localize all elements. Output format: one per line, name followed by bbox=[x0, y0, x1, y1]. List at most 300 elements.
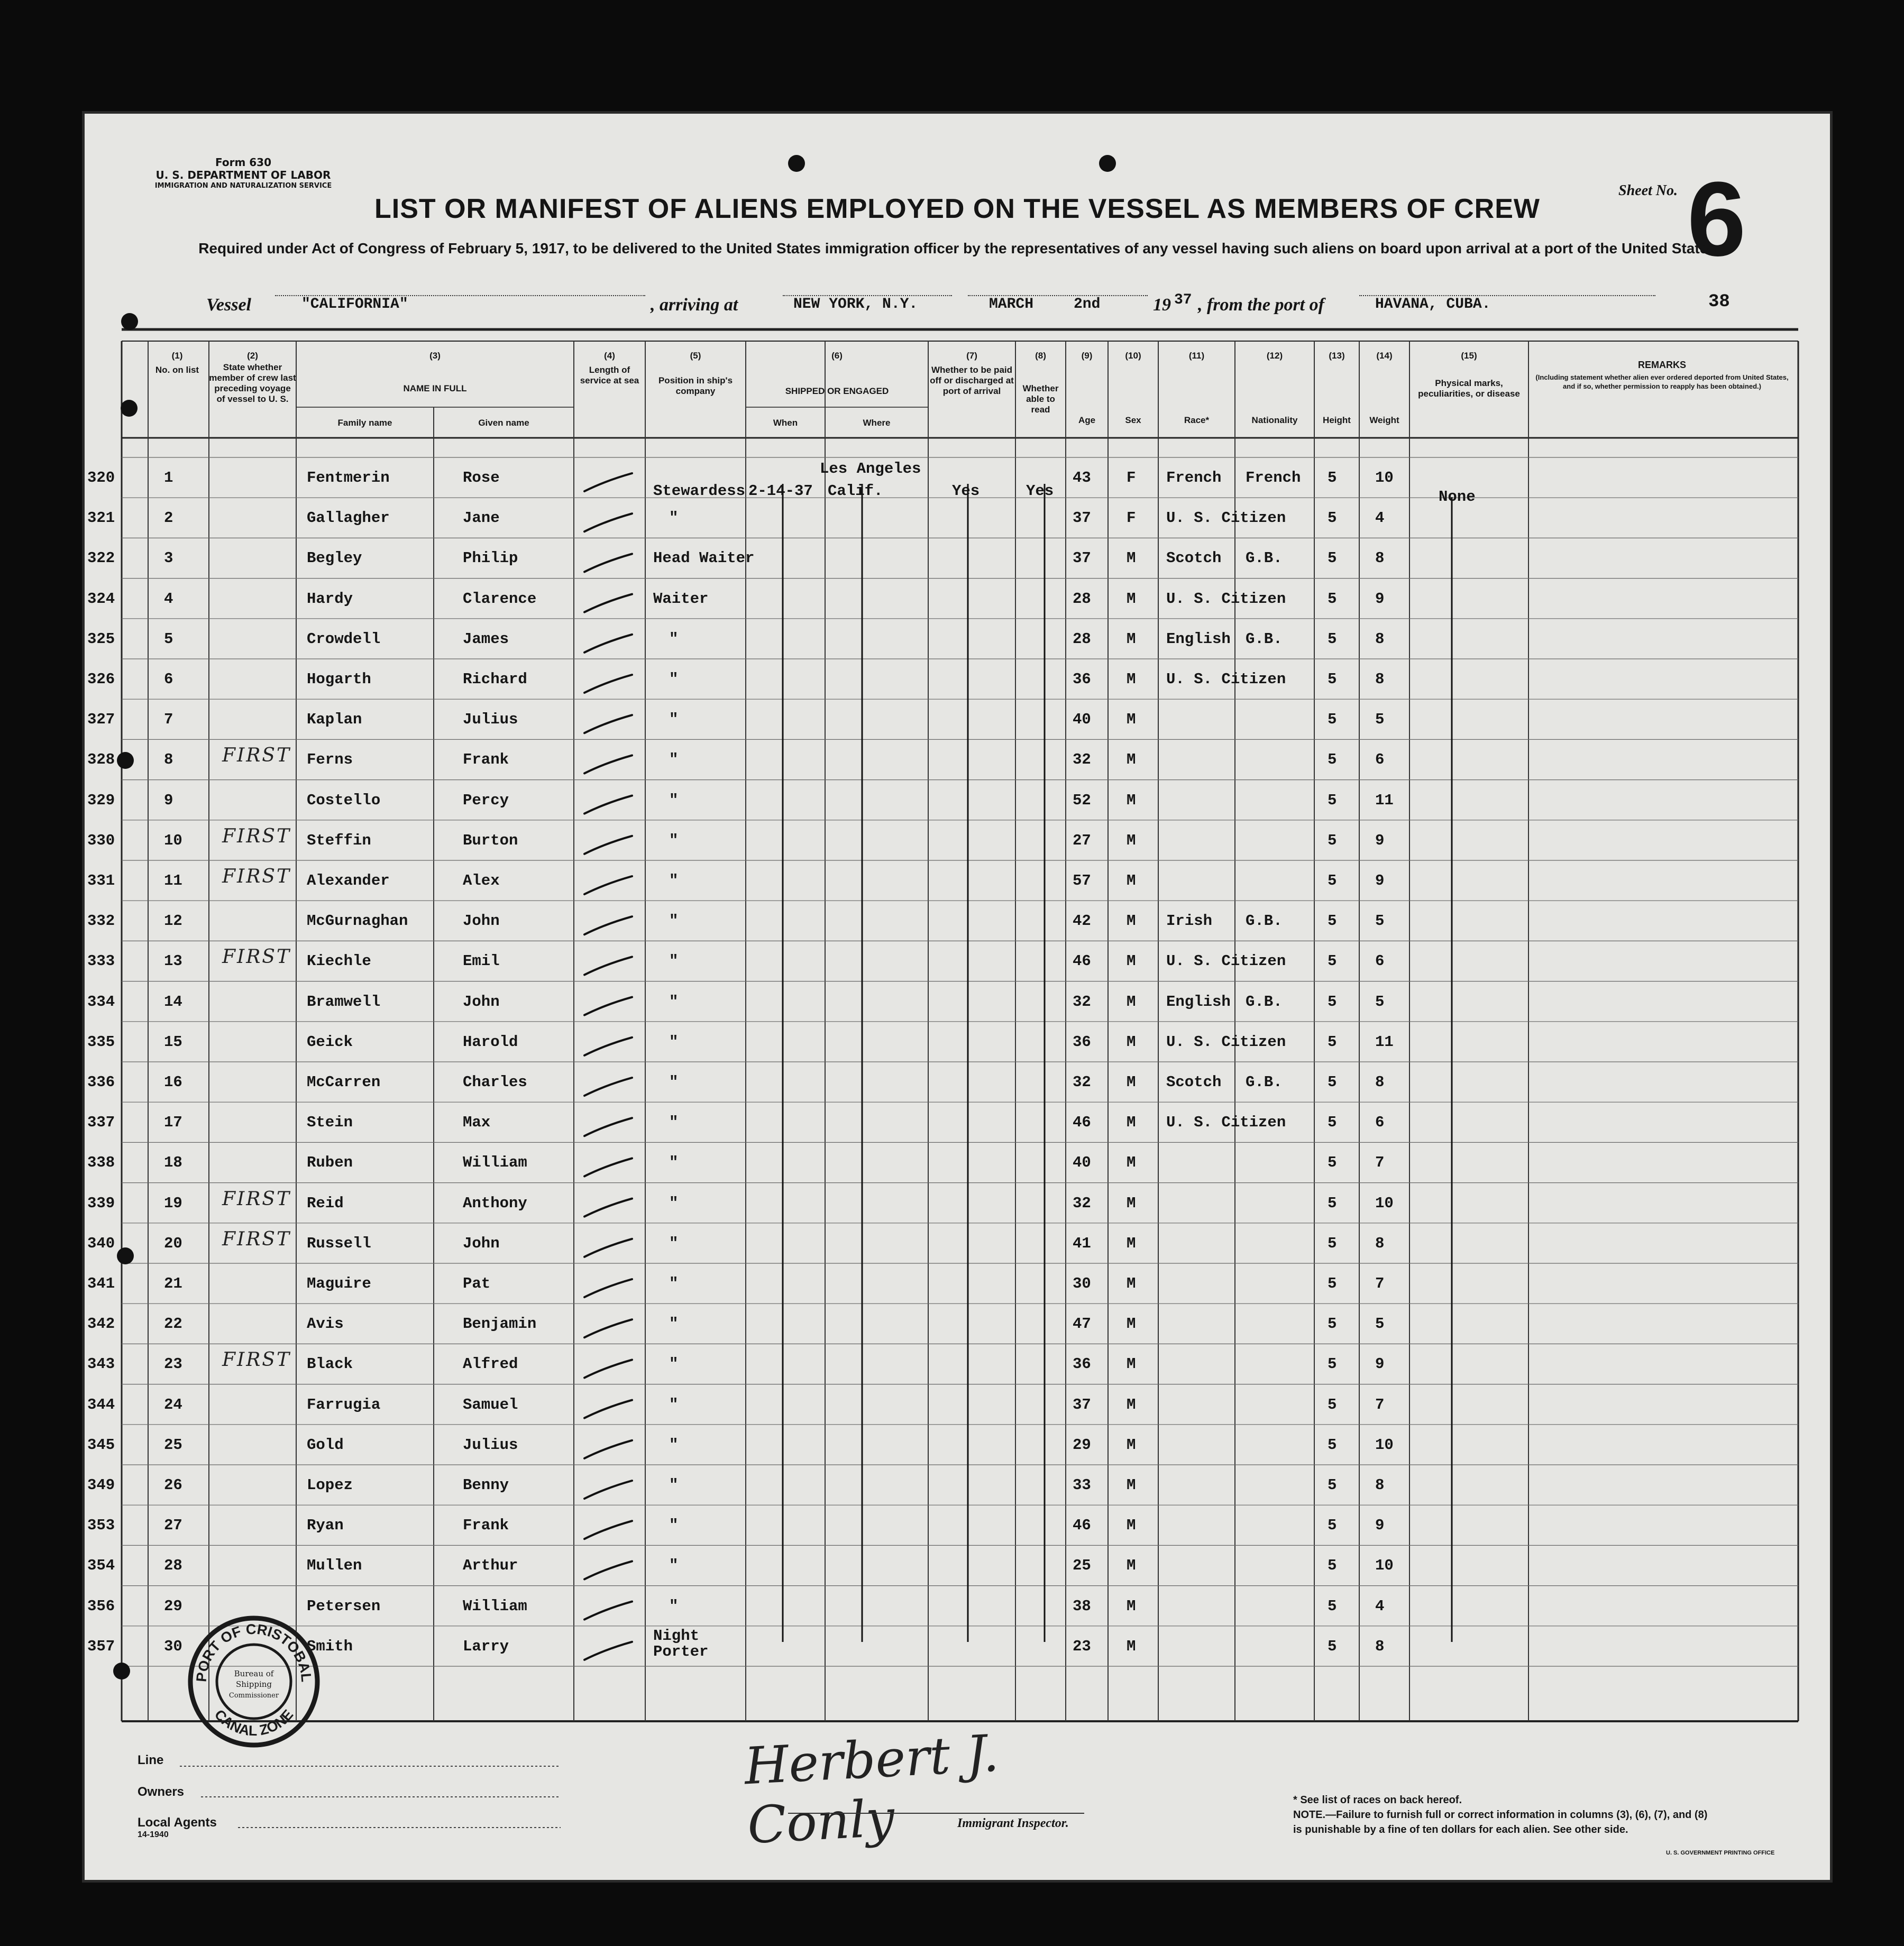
row-given-name: Philip bbox=[463, 549, 518, 567]
col11-number: (11) bbox=[1188, 351, 1205, 361]
row-height: 5 bbox=[1328, 831, 1337, 849]
remarks-note: (Including statement whether alien ever ordered deported from United States, and if so, whether permission to reapply has been obtained.) bbox=[1535, 373, 1789, 390]
col10-number: (10) bbox=[1125, 351, 1141, 361]
row-family-name: Geick bbox=[307, 1033, 353, 1051]
row-nationality: French bbox=[1246, 469, 1301, 486]
col9-number: (9) bbox=[1081, 351, 1093, 361]
row-age: 29 bbox=[1073, 1436, 1091, 1454]
first-row-paid-off: Yes bbox=[952, 482, 980, 500]
row-age: 30 bbox=[1073, 1275, 1091, 1292]
row-family-name: Fentmerin bbox=[307, 469, 390, 486]
owners-label: Owners bbox=[138, 1785, 185, 1799]
arrival-month: MARCH bbox=[989, 296, 1034, 313]
arrival-port: NEW YORK, N.Y. bbox=[793, 296, 918, 313]
row-margin-number: 339 bbox=[87, 1194, 115, 1212]
row-list-number: 12 bbox=[164, 912, 182, 930]
page-number: 38 bbox=[1708, 292, 1730, 312]
row-position: " bbox=[669, 872, 679, 889]
row-age: 32 bbox=[1073, 993, 1091, 1011]
row-list-number: 1 bbox=[164, 469, 173, 486]
row-given-name: Julius bbox=[463, 711, 518, 729]
row-given-name: John bbox=[463, 912, 500, 930]
page-subtitle: Required under Act of Congress of February 5, 1917, to be delivered to the United States immigration officer by the representatives of any vessel having such aliens on board upon arrival at a port of the United States bbox=[198, 240, 1716, 256]
row-sex: M bbox=[1127, 1234, 1136, 1252]
col11-header: Race* bbox=[1184, 415, 1210, 425]
row-height: 5 bbox=[1328, 630, 1337, 648]
row-margin-number: 330 bbox=[87, 831, 115, 849]
row-age: 41 bbox=[1073, 1234, 1091, 1252]
row-given-name: Alfred bbox=[463, 1355, 518, 1373]
row-given-name: William bbox=[463, 1597, 527, 1615]
row-sex: M bbox=[1127, 1557, 1136, 1575]
row-height: 5 bbox=[1328, 1275, 1337, 1292]
row-margin-number: 322 bbox=[87, 549, 115, 567]
row-position: " bbox=[669, 751, 679, 769]
arriving-label: , arriving at bbox=[651, 295, 738, 315]
row-family-name: Lopez bbox=[307, 1476, 353, 1494]
row-weight: 6 bbox=[1375, 751, 1385, 769]
col7-header: Whether to be paid off or discharged at port of arrival bbox=[930, 365, 1014, 396]
row-list-number: 3 bbox=[164, 549, 173, 567]
col8-header: Whether able to read bbox=[1022, 383, 1059, 415]
row-family-name: Gold bbox=[307, 1436, 344, 1454]
row-family-name: Ruben bbox=[307, 1154, 353, 1172]
col6-number: (6) bbox=[831, 351, 843, 361]
row-given-name: Alex bbox=[463, 872, 500, 889]
row-age: 37 bbox=[1073, 1396, 1091, 1413]
row-margin-number: 338 bbox=[87, 1154, 115, 1172]
row-sex: M bbox=[1127, 630, 1136, 648]
from-port: HAVANA, CUBA. bbox=[1375, 296, 1491, 313]
row-height: 5 bbox=[1328, 952, 1337, 970]
row-given-name: Clarence bbox=[463, 590, 537, 608]
row-list-number: 5 bbox=[164, 630, 173, 648]
row-weight: 9 bbox=[1375, 1517, 1385, 1535]
row-list-number: 8 bbox=[164, 751, 173, 769]
col5-number: (5) bbox=[690, 351, 701, 361]
printer-credit: U. S. GOVERNMENT PRINTING OFFICE bbox=[1666, 1850, 1775, 1856]
row-margin-number: 327 bbox=[87, 711, 115, 729]
svg-text:Commissioner: Commissioner bbox=[228, 1692, 279, 1700]
row-weight: 11 bbox=[1375, 791, 1394, 809]
row-height: 5 bbox=[1328, 549, 1337, 567]
first-row-shipped-when: 2-14-37 bbox=[748, 482, 813, 500]
row-sex: M bbox=[1127, 549, 1136, 567]
row-list-number: 11 bbox=[164, 872, 182, 889]
vessel-name: "CALIFORNIA" bbox=[301, 296, 408, 313]
row-position: " bbox=[669, 630, 679, 648]
from-port-label: , from the port of bbox=[1198, 295, 1324, 315]
row-margin-number: 326 bbox=[87, 671, 115, 688]
row-position: Waiter bbox=[653, 590, 709, 608]
row-age: 27 bbox=[1073, 831, 1091, 849]
row-list-number: 23 bbox=[164, 1355, 182, 1373]
row-height: 5 bbox=[1328, 1557, 1337, 1575]
row-family-name: Maguire bbox=[307, 1275, 371, 1292]
row-height: 5 bbox=[1328, 1597, 1337, 1615]
row-prior-voyage-note: FIRST bbox=[222, 1228, 291, 1250]
row-margin-number: 357 bbox=[87, 1637, 115, 1655]
svg-text:Bureau of: Bureau of bbox=[234, 1669, 274, 1678]
first-row-physical-marks: None bbox=[1439, 488, 1476, 506]
row-age: 28 bbox=[1073, 630, 1091, 648]
row-position: Head Waiter bbox=[653, 549, 755, 567]
row-family-name: Steffin bbox=[307, 831, 371, 849]
row-list-number: 25 bbox=[164, 1436, 182, 1454]
row-given-name: John bbox=[463, 993, 500, 1011]
row-given-name: Percy bbox=[463, 791, 509, 809]
row-list-number: 30 bbox=[164, 1637, 182, 1655]
row-family-name: Hogarth bbox=[307, 671, 371, 688]
row-age: 42 bbox=[1073, 912, 1091, 930]
row-list-number: 7 bbox=[164, 711, 173, 729]
row-list-number: 9 bbox=[164, 791, 173, 809]
row-height: 5 bbox=[1328, 993, 1337, 1011]
row-position: " bbox=[669, 509, 679, 527]
row-family-name: Ryan bbox=[307, 1517, 344, 1535]
form-number: Form 630 bbox=[215, 156, 271, 169]
row-margin-number: 334 bbox=[87, 993, 115, 1011]
col6-header: SHIPPED OR ENGAGED bbox=[785, 386, 889, 396]
row-given-name: Julius bbox=[463, 1436, 518, 1454]
row-sex: M bbox=[1127, 831, 1136, 849]
line-label: Line bbox=[138, 1753, 164, 1767]
row-weight: 9 bbox=[1375, 590, 1385, 608]
row-race: U. S. Citizen bbox=[1166, 1033, 1286, 1051]
row-position: " bbox=[669, 1476, 679, 1494]
row-family-name: Stein bbox=[307, 1114, 353, 1132]
port-stamp bbox=[185, 1613, 323, 1750]
row-margin-number: 331 bbox=[87, 872, 115, 889]
col12-number: (12) bbox=[1266, 351, 1283, 361]
row-position: " bbox=[669, 1154, 679, 1172]
form-code: 14-1940 bbox=[138, 1830, 169, 1839]
row-position: " bbox=[669, 1234, 679, 1252]
row-sex: M bbox=[1127, 671, 1136, 688]
row-list-number: 24 bbox=[164, 1396, 182, 1413]
row-given-name: Harold bbox=[463, 1033, 518, 1051]
row-sex: M bbox=[1127, 1114, 1136, 1132]
row-sex: M bbox=[1127, 1436, 1136, 1454]
svg-text:Shipping: Shipping bbox=[236, 1679, 272, 1689]
row-given-name: Charles bbox=[463, 1073, 527, 1091]
row-age: 57 bbox=[1073, 872, 1091, 889]
row-position: " bbox=[669, 1033, 679, 1051]
row-position: " bbox=[669, 1597, 679, 1615]
row-sex: M bbox=[1127, 952, 1136, 970]
row-position: " bbox=[669, 1436, 679, 1454]
row-margin-number: 349 bbox=[87, 1476, 115, 1494]
inspector-title: Immigrant Inspector. bbox=[957, 1816, 1069, 1830]
row-age: 40 bbox=[1073, 1154, 1091, 1172]
row-list-number: 2 bbox=[164, 509, 173, 527]
row-given-name: John bbox=[463, 1234, 500, 1252]
row-race: U. S. Citizen bbox=[1166, 952, 1286, 970]
row-weight: 8 bbox=[1375, 1234, 1385, 1252]
row-age: 36 bbox=[1073, 1355, 1091, 1373]
row-position: " bbox=[669, 1396, 679, 1413]
row-height: 5 bbox=[1328, 1194, 1337, 1212]
remarks-header: REMARKS bbox=[1637, 360, 1686, 370]
row-weight: 8 bbox=[1375, 1073, 1385, 1091]
row-sex: M bbox=[1127, 590, 1136, 608]
row-list-number: 14 bbox=[164, 993, 182, 1011]
row-age: 36 bbox=[1073, 671, 1091, 688]
row-age: 46 bbox=[1073, 952, 1091, 970]
shipped-where-header: Where bbox=[863, 418, 891, 428]
row-family-name: Russell bbox=[307, 1234, 371, 1252]
row-list-number: 4 bbox=[164, 590, 173, 608]
row-race: U. S. Citizen bbox=[1166, 590, 1286, 608]
row-weight: 7 bbox=[1375, 1275, 1385, 1292]
row-margin-number: 343 bbox=[87, 1355, 115, 1373]
first-row-shipped-where: Calif. bbox=[828, 482, 883, 500]
row-family-name: Farrugia bbox=[307, 1396, 381, 1413]
row-height: 5 bbox=[1328, 912, 1337, 930]
row-age: 47 bbox=[1073, 1315, 1091, 1333]
row-given-name: Pat bbox=[463, 1275, 491, 1292]
row-race: U. S. Citizen bbox=[1166, 671, 1286, 688]
row-sex: F bbox=[1127, 509, 1136, 527]
row-height: 5 bbox=[1328, 509, 1337, 527]
row-margin-number: 335 bbox=[87, 1033, 115, 1051]
row-sex: M bbox=[1127, 872, 1136, 889]
row-list-number: 20 bbox=[164, 1234, 182, 1252]
row-family-name: Gallagher bbox=[307, 509, 390, 527]
shipped-when-header: When bbox=[773, 418, 798, 428]
row-race: Irish bbox=[1166, 912, 1213, 930]
row-family-name: Begley bbox=[307, 549, 362, 567]
row-nationality: G.B. bbox=[1246, 993, 1283, 1011]
row-given-name: Emil bbox=[463, 952, 500, 970]
row-margin-number: 325 bbox=[87, 630, 115, 648]
row-family-name: Kaplan bbox=[307, 711, 362, 729]
row-sex: M bbox=[1127, 751, 1136, 769]
row-given-name: Benny bbox=[463, 1476, 509, 1494]
col4-header: Length of service at sea bbox=[580, 365, 639, 385]
races-note: * See list of races on back hereof. bbox=[1293, 1794, 1462, 1806]
row-weight: 8 bbox=[1375, 549, 1385, 567]
row-age: 32 bbox=[1073, 1194, 1091, 1212]
row-height: 5 bbox=[1328, 872, 1337, 889]
row-list-number: 6 bbox=[164, 671, 173, 688]
row-position: " bbox=[669, 711, 679, 729]
row-list-number: 17 bbox=[164, 1114, 182, 1132]
row-height: 5 bbox=[1328, 1315, 1337, 1333]
row-margin-number: 336 bbox=[87, 1073, 115, 1091]
row-margin-number: 321 bbox=[87, 509, 115, 527]
sheet-number: 6 bbox=[1687, 160, 1746, 278]
row-age: 32 bbox=[1073, 1073, 1091, 1091]
svg-text:CANAL ZONE: CANAL ZONE bbox=[211, 1706, 297, 1739]
row-position: " bbox=[669, 791, 679, 809]
row-sex: M bbox=[1127, 1637, 1136, 1655]
row-race: English bbox=[1166, 630, 1231, 648]
col14-number: (14) bbox=[1376, 351, 1393, 361]
row-given-name: James bbox=[463, 630, 509, 648]
row-list-number: 13 bbox=[164, 952, 182, 970]
row-margin-number: 344 bbox=[87, 1396, 115, 1413]
row-age: 33 bbox=[1073, 1476, 1091, 1494]
row-nationality: G.B. bbox=[1246, 912, 1283, 930]
row-age: 28 bbox=[1073, 590, 1091, 608]
row-sex: M bbox=[1127, 711, 1136, 729]
row-weight: 11 bbox=[1375, 1033, 1394, 1051]
row-given-name: Burton bbox=[463, 831, 518, 849]
row-weight: 7 bbox=[1375, 1154, 1385, 1172]
row-age: 25 bbox=[1073, 1557, 1091, 1575]
form-department: U. S. DEPARTMENT OF LABOR bbox=[155, 169, 331, 181]
form-service: IMMIGRATION AND NATURALIZATION SERVICE bbox=[154, 182, 332, 190]
local-agents-label: Local Agents bbox=[138, 1815, 217, 1830]
row-race: French bbox=[1166, 469, 1222, 486]
row-height: 5 bbox=[1328, 1114, 1337, 1132]
row-weight: 10 bbox=[1375, 469, 1394, 486]
row-family-name: Petersen bbox=[307, 1597, 381, 1615]
row-position: Night Porter bbox=[653, 1627, 709, 1660]
row-given-name: William bbox=[463, 1154, 527, 1172]
row-prior-voyage-note: FIRST bbox=[222, 866, 291, 887]
col9-header: Age bbox=[1078, 415, 1096, 425]
row-position: " bbox=[669, 831, 679, 849]
row-prior-voyage-note: FIRST bbox=[222, 1188, 291, 1210]
row-family-name: Alexander bbox=[307, 872, 390, 889]
row-given-name: Max bbox=[463, 1114, 491, 1132]
row-family-name: Bramwell bbox=[307, 993, 381, 1011]
year-suffix: 37 bbox=[1174, 292, 1192, 308]
row-margin-number: 337 bbox=[87, 1114, 115, 1132]
row-position: " bbox=[669, 993, 679, 1011]
row-age: 38 bbox=[1073, 1597, 1091, 1615]
row-margin-number: 324 bbox=[87, 590, 115, 608]
row-race: U. S. Citizen bbox=[1166, 509, 1286, 527]
row-position: " bbox=[669, 1114, 679, 1132]
row-margin-number: 341 bbox=[87, 1275, 115, 1292]
row-family-name: Costello bbox=[307, 791, 381, 809]
row-list-number: 29 bbox=[164, 1597, 182, 1615]
row-position: " bbox=[669, 1355, 679, 1373]
first-row-able-to-read: Yes bbox=[1026, 482, 1054, 500]
row-position: " bbox=[669, 1194, 679, 1212]
row-list-number: 19 bbox=[164, 1194, 182, 1212]
row-position: " bbox=[669, 671, 679, 688]
row-given-name: Richard bbox=[463, 671, 527, 688]
penalty-note: NOTE.—Failure to furnish full or correct information in columns (3), (6), (7), and (8) is punishable by a fine of ten dollars for each alien. See other side. bbox=[1293, 1809, 1708, 1835]
row-position: " bbox=[669, 952, 679, 970]
col14-header: Weight bbox=[1369, 415, 1399, 425]
family-name-header: Family name bbox=[337, 418, 392, 428]
row-weight: 6 bbox=[1375, 1114, 1385, 1132]
col8-number: (8) bbox=[1035, 351, 1046, 361]
row-weight: 5 bbox=[1375, 1315, 1385, 1333]
row-family-name: McCarren bbox=[307, 1073, 381, 1091]
year-prefix: 19 bbox=[1153, 295, 1171, 315]
row-list-number: 18 bbox=[164, 1154, 182, 1172]
row-weight: 8 bbox=[1375, 1637, 1385, 1655]
row-sex: M bbox=[1127, 1597, 1136, 1615]
row-weight: 5 bbox=[1375, 993, 1385, 1011]
row-sex: M bbox=[1127, 1476, 1136, 1494]
stamp-seal-icon bbox=[185, 1613, 323, 1750]
row-height: 5 bbox=[1328, 1517, 1337, 1535]
row-position: " bbox=[669, 1275, 679, 1292]
svg-text:PORT OF CRISTOBAL: PORT OF CRISTOBAL bbox=[193, 1621, 315, 1683]
row-weight: 8 bbox=[1375, 1476, 1385, 1494]
row-given-name: Benjamin bbox=[463, 1315, 537, 1333]
row-list-number: 26 bbox=[164, 1476, 182, 1494]
row-sex: F bbox=[1127, 469, 1136, 486]
sheet-label: Sheet No. bbox=[1618, 182, 1678, 199]
col10-header: Sex bbox=[1125, 415, 1141, 425]
row-age: 46 bbox=[1073, 1517, 1091, 1535]
row-sex: M bbox=[1127, 1315, 1136, 1333]
row-margin-number: 333 bbox=[87, 952, 115, 970]
row-height: 5 bbox=[1328, 469, 1337, 486]
row-family-name: Avis bbox=[307, 1315, 344, 1333]
row-nationality: G.B. bbox=[1246, 630, 1283, 648]
row-given-name: Rose bbox=[463, 469, 500, 486]
col1-number: (1) bbox=[171, 351, 183, 361]
row-age: 23 bbox=[1073, 1637, 1091, 1655]
row-margin-number: 329 bbox=[87, 791, 115, 809]
row-height: 5 bbox=[1328, 1637, 1337, 1655]
row-height: 5 bbox=[1328, 711, 1337, 729]
row-position: " bbox=[669, 1073, 679, 1091]
row-prior-voyage-note: FIRST bbox=[222, 745, 291, 767]
row-height: 5 bbox=[1328, 1234, 1337, 1252]
row-list-number: 15 bbox=[164, 1033, 182, 1051]
row-margin-number: 340 bbox=[87, 1234, 115, 1252]
row-family-name: Ferns bbox=[307, 751, 353, 769]
row-position: " bbox=[669, 1557, 679, 1575]
row-margin-number: 353 bbox=[87, 1517, 115, 1535]
row-weight: 10 bbox=[1375, 1436, 1394, 1454]
row-race: Scotch bbox=[1166, 549, 1222, 567]
col15-number: (15) bbox=[1461, 351, 1477, 361]
row-family-name: Hardy bbox=[307, 590, 353, 608]
first-row-position: Stewardess bbox=[653, 482, 746, 500]
row-sex: M bbox=[1127, 1355, 1136, 1373]
row-family-name: Mullen bbox=[307, 1557, 362, 1575]
row-nationality: G.B. bbox=[1246, 1073, 1283, 1091]
row-nationality: G.B. bbox=[1246, 549, 1283, 567]
row-position: " bbox=[669, 1517, 679, 1535]
row-margin-number: 332 bbox=[87, 912, 115, 930]
row-height: 5 bbox=[1328, 671, 1337, 688]
row-age: 52 bbox=[1073, 791, 1091, 809]
row-prior-voyage-note: FIRST bbox=[222, 946, 291, 968]
row-family-name: McGurnaghan bbox=[307, 912, 408, 930]
col1-header: No. on list bbox=[155, 365, 199, 375]
row-position: " bbox=[669, 912, 679, 930]
row-sex: M bbox=[1127, 1517, 1136, 1535]
signature-text: Herbert J. Conly bbox=[743, 1723, 1001, 1856]
row-prior-voyage-note: FIRST bbox=[222, 1349, 291, 1371]
row-age: 37 bbox=[1073, 549, 1091, 567]
col13-header: Height bbox=[1323, 415, 1351, 425]
row-age: 46 bbox=[1073, 1114, 1091, 1132]
vessel-label: Vessel bbox=[206, 295, 251, 315]
col13-number: (13) bbox=[1329, 351, 1345, 361]
row-sex: M bbox=[1127, 1275, 1136, 1292]
row-weight: 5 bbox=[1375, 711, 1385, 729]
row-margin-number: 342 bbox=[87, 1315, 115, 1333]
row-family-name: Smith bbox=[307, 1637, 353, 1655]
col15-header: Physical marks, peculiarities, or disease bbox=[1418, 378, 1520, 399]
row-given-name: Jane bbox=[463, 509, 500, 527]
row-age: 40 bbox=[1073, 711, 1091, 729]
row-list-number: 16 bbox=[164, 1073, 182, 1091]
